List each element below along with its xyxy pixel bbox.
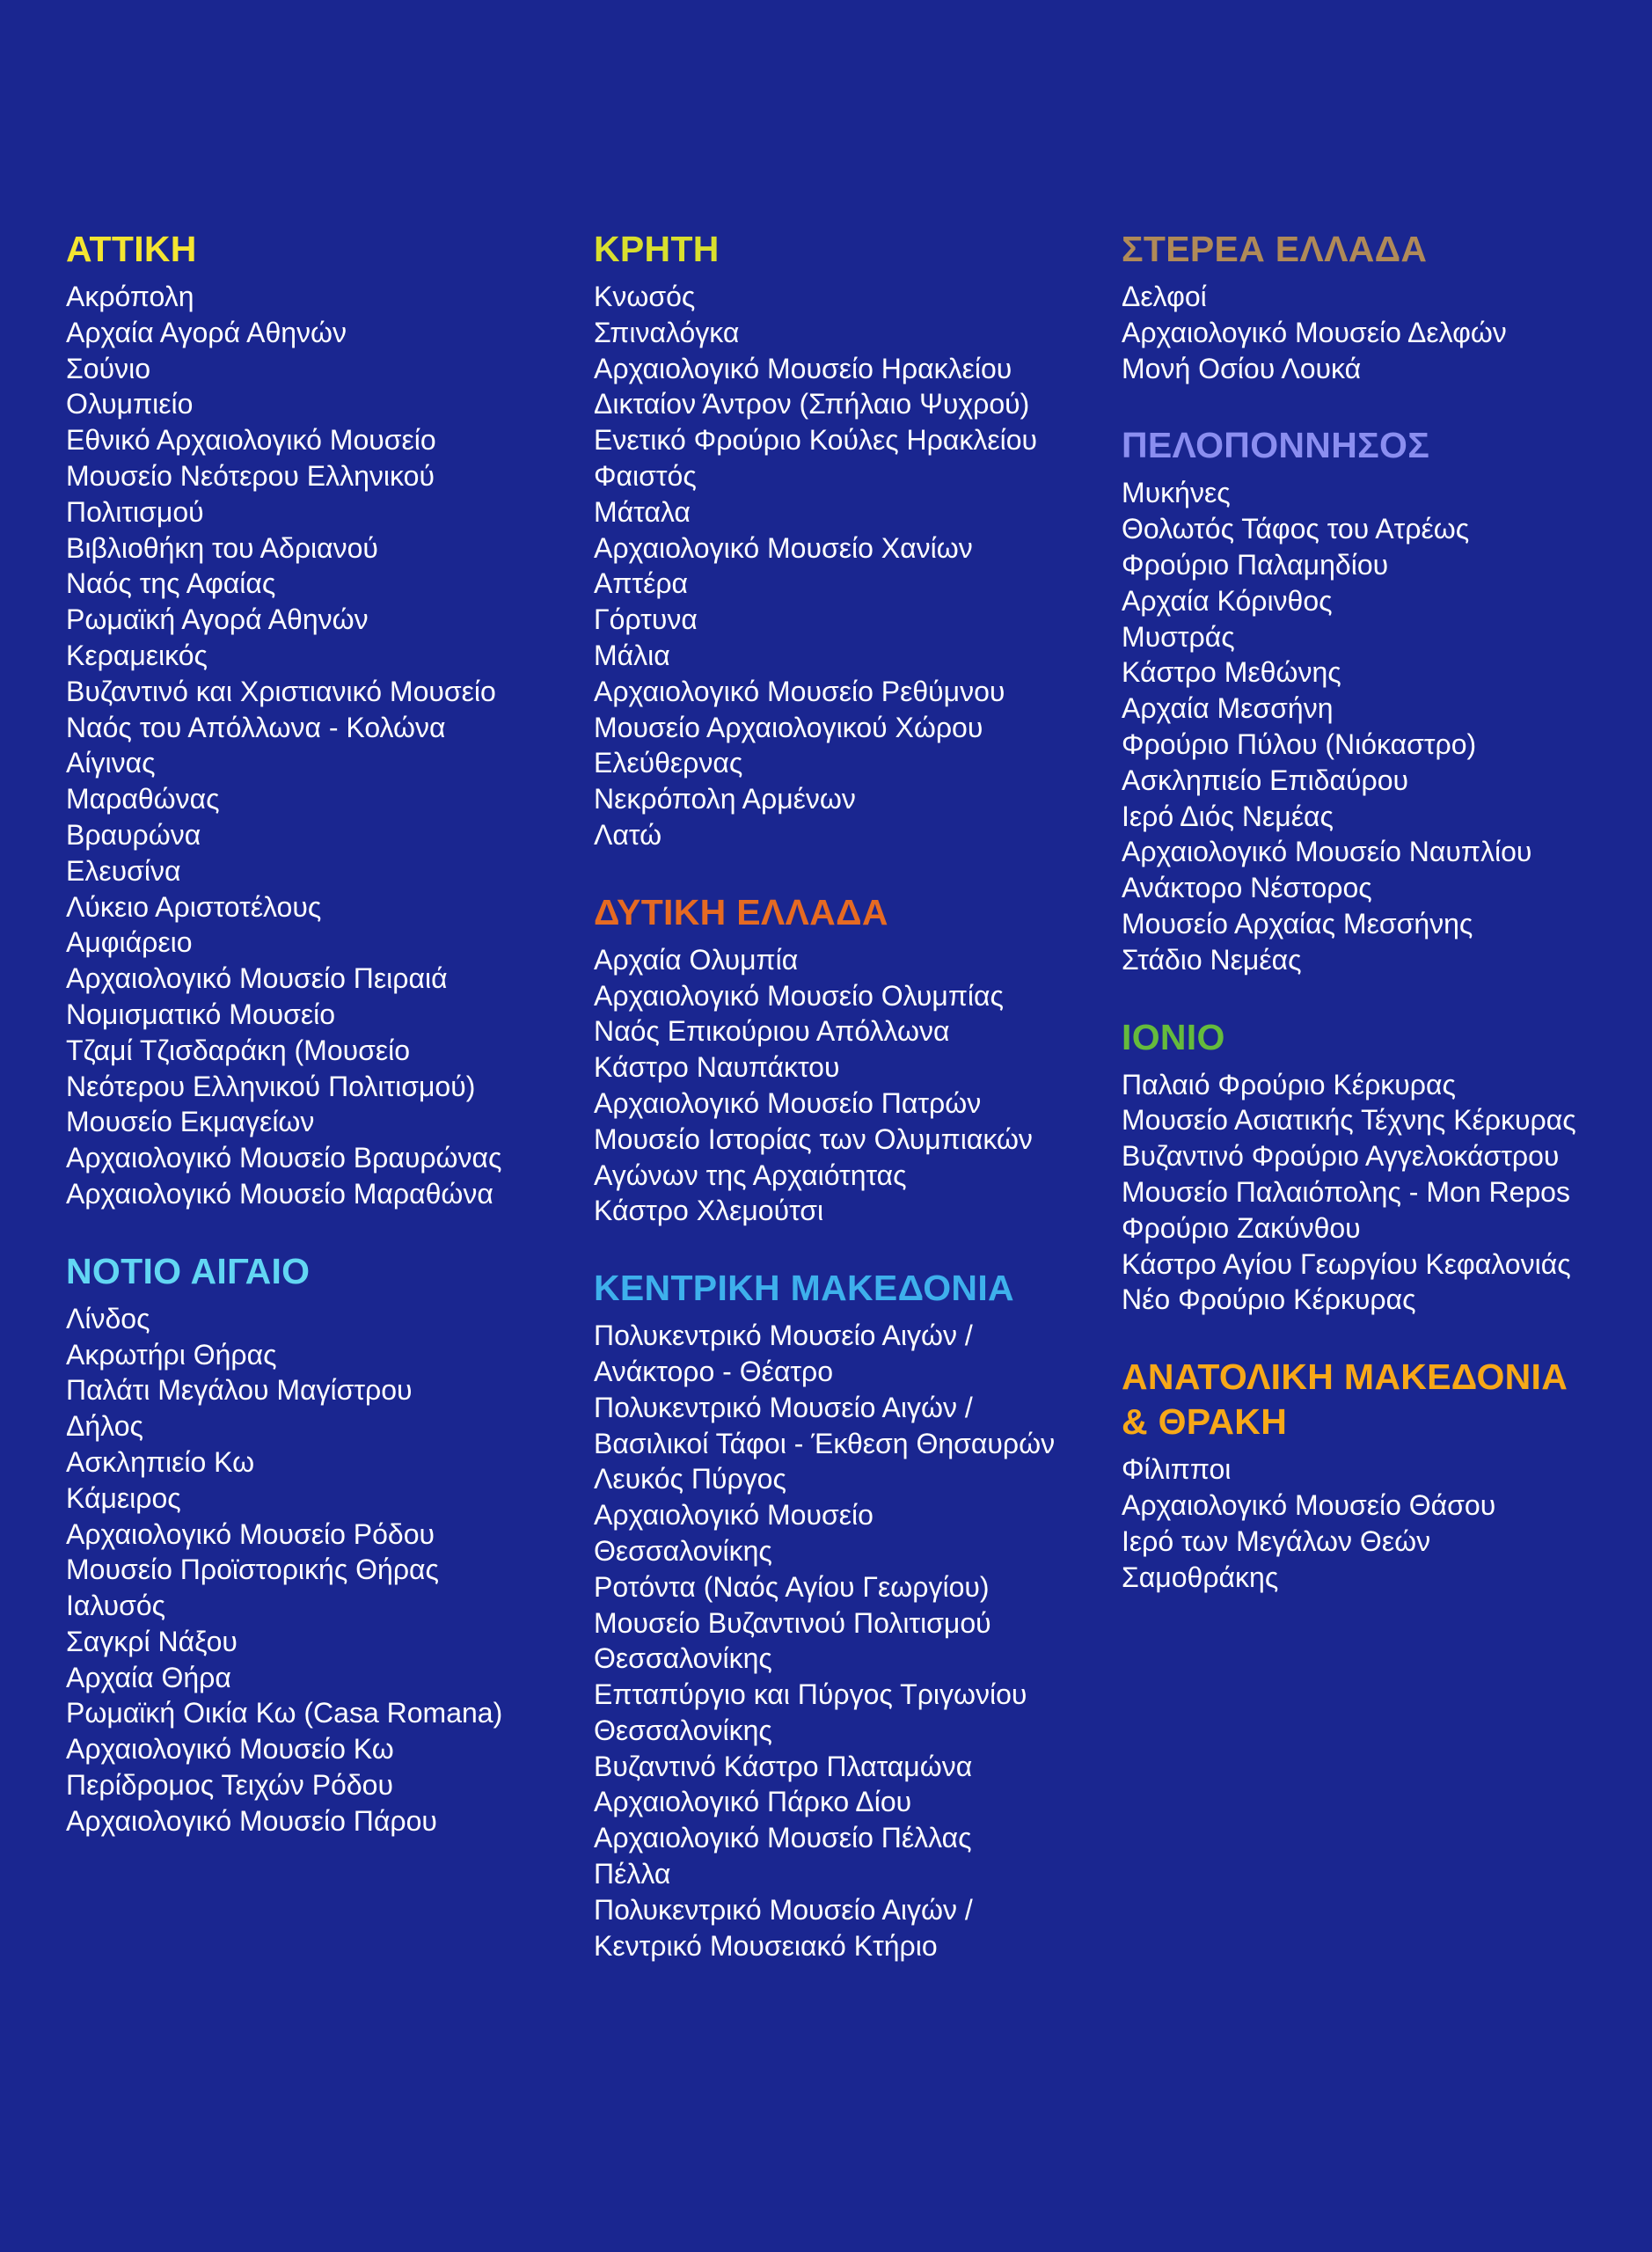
site-list xyxy=(1122,1451,1632,1595)
list-item: Βυζαντινό Κάστρο Πλαταμώνα xyxy=(594,1750,973,1782)
list-item: Ναός του Απόλλωνα - Κολώνα xyxy=(66,711,446,743)
list-item: Πέλλα xyxy=(594,1858,671,1890)
region-title xyxy=(1122,227,1632,272)
list-item: Εθνικό Αρχαιολογικό Μουσείο xyxy=(66,424,436,457)
column-1 xyxy=(66,227,559,1876)
list-item: Βασιλικοί Τάφοι - Έκθεση Θησαυρών xyxy=(594,1427,1056,1459)
region-title xyxy=(594,227,1104,272)
region-section-ionio xyxy=(1122,1015,1632,1319)
list-item: Σπιναλόγκα xyxy=(594,316,740,348)
list-item: Τζαμί Τζισδαράκη (Μουσείο xyxy=(66,1034,411,1066)
list-item: Μάλια xyxy=(594,639,670,671)
list-item: Λατώ xyxy=(594,818,662,851)
list-item: Αρχαιολογικό Μουσείο Ηρακλείου xyxy=(594,352,1012,384)
list-item: Αρχαιολογικό Μουσείο Βραυρώνας xyxy=(66,1142,502,1174)
list-item: Κάστρο Μεθώνης xyxy=(1122,656,1341,689)
list-item: Ακρωτήρι Θήρας xyxy=(66,1338,277,1371)
list-item: Φρούριο Ζακύνθου xyxy=(1122,1211,1361,1244)
region-title xyxy=(66,1249,559,1294)
list-item: Μάταλα xyxy=(594,495,691,528)
list-item: Βραυρώνα xyxy=(66,818,201,851)
list-item: Ασκληπιείο Κω xyxy=(66,1445,255,1478)
list-item: Μουσείο Αρχαιολογικού Χώρου xyxy=(594,711,983,743)
list-item: Πολυκεντρικό Μουσείο Αιγών / xyxy=(594,1893,973,1926)
list-item: Κάστρο Χλεμούτσι xyxy=(594,1195,824,1227)
list-item: Αρχαιολογικό Πάρκο Δίου xyxy=(594,1786,912,1818)
list-item: Απτέρα xyxy=(594,567,689,600)
list-item: Αρχαιολογικό Μουσείο Ρόδου xyxy=(66,1517,435,1550)
list-item: Αρχαιολογικό Μουσείο Ρεθύμνου xyxy=(594,675,1005,707)
list-item: Πολυκεντρικό Μουσείο Αιγών / xyxy=(594,1391,973,1423)
list-item: Νέο Φρούριο Κέρκυρας xyxy=(1122,1283,1416,1316)
site-list xyxy=(594,1318,1104,1963)
list-item: Βιβλιοθήκη του Αδριανού xyxy=(66,531,378,564)
region-title xyxy=(594,890,1104,935)
list-item: Μουσείο Ιστορίας των Ολυμπιακών xyxy=(594,1122,1033,1155)
region-section-kriti xyxy=(594,227,1104,853)
list-item: Δικταίον Άντρον (Σπήλαιο Ψυχρού) xyxy=(594,388,1030,420)
region-title-line: ΠΕΛΟΠΟΝΝΗΣΟΣ xyxy=(1122,425,1430,466)
list-item: Ιαλυσός xyxy=(66,1590,166,1622)
list-item: Αρχαία Αγορά Αθηνών xyxy=(66,316,347,348)
list-item: Αρχαία Μεσσήνη xyxy=(1122,692,1334,725)
list-item: Αρχαιολογικό Μουσείο Πατρών xyxy=(594,1086,982,1119)
site-list xyxy=(594,942,1104,1229)
list-item: Θεσσαλονίκης xyxy=(594,1714,772,1746)
list-item: Μυκήνες xyxy=(1122,477,1231,509)
list-item: Ρωμαϊκή Αγορά Αθηνών xyxy=(66,603,369,636)
list-item: Αρχαιολογικό Μουσείο Πάρου xyxy=(66,1804,437,1837)
region-title-line: ΑΤΤΙΚΗ xyxy=(66,229,197,269)
list-item: Σούνιο xyxy=(66,352,150,384)
list-item: Φρούριο Πύλου (Νιόκαστρο) xyxy=(1122,728,1477,760)
list-item: Νεκρόπολη Αρμένων xyxy=(594,783,856,815)
region-title-line: ΚΡΗΤΗ xyxy=(594,229,720,269)
region-title-line: ΚΕΝΤΡΙΚΗ ΜΑΚΕΔΟΝΙΑ xyxy=(594,1268,1014,1309)
list-item: Αρχαιολογικό Μουσείο Πέλλας xyxy=(594,1822,972,1854)
list-item: Επταπύργιο και Πύργος Τριγωνίου xyxy=(594,1678,1027,1711)
list-item: Πολιτισμού xyxy=(66,495,204,528)
list-item: Μουσείο Βυζαντινού Πολιτισμού xyxy=(594,1606,991,1639)
list-item: Λύκειο Αριστοτέλους xyxy=(66,890,322,923)
list-item: Ανάκτορο - Θέατρο xyxy=(594,1355,833,1387)
list-item: Μουσείο Παλαιόπολης - Mon Repos xyxy=(1122,1175,1570,1208)
list-item: Αίγινας xyxy=(66,747,156,779)
list-item: Αρχαιολογικό Μουσείο Μαραθώνα xyxy=(66,1177,493,1210)
list-item: Μουσείο Προϊστορικής Θήρας xyxy=(66,1554,439,1586)
list-item: Φίλιπποι xyxy=(1122,1453,1232,1486)
list-item: Παλάτι Μεγάλου Μαγίστρου xyxy=(66,1374,413,1407)
list-item: Φαιστός xyxy=(594,459,697,492)
list-item: Ακρόπολη xyxy=(66,281,194,312)
region-section-kentriki-makedonia xyxy=(594,1266,1104,1963)
list-item: Σαμοθράκης xyxy=(1122,1561,1279,1593)
list-item: Κνωσός xyxy=(594,281,696,312)
list-item: Αρχαιολογικό Μουσείο Κω xyxy=(66,1733,394,1766)
list-item: Μονή Οσίου Λουκά xyxy=(1122,352,1362,384)
list-item: Μουσείο Εκμαγείων xyxy=(66,1106,315,1138)
list-item: Αρχαιολογικό Μουσείο Θάσου xyxy=(1122,1488,1496,1521)
list-item: Θολωτός Τάφος του Ατρέως xyxy=(1122,513,1470,545)
list-item: Δήλος xyxy=(66,1410,143,1443)
region-title-line: ΝΟΤΙΟ ΑΙΓΑΙΟ xyxy=(66,1250,311,1291)
list-item: Αρχαιολογικό Μουσείο Χανίων xyxy=(594,531,973,564)
site-list xyxy=(1122,475,1632,977)
list-item: Σαγκρί Νάξου xyxy=(66,1625,238,1657)
region-title xyxy=(1122,423,1632,468)
list-item: Ενετικό Φρούριο Κούλες Ηρακλείου xyxy=(594,424,1037,457)
list-item: Αγώνων της Αρχαιότητας xyxy=(594,1159,907,1191)
site-list xyxy=(66,279,559,1212)
region-title-line: & ΘΡΑΚΗ xyxy=(1122,1401,1288,1443)
list-item: Αρχαιολογικό Μουσείο xyxy=(594,1499,874,1532)
list-item: Αρχαιολογικό Μουσείο Ναυπλίου xyxy=(1122,836,1532,868)
list-item: Ολυμπιείο xyxy=(66,388,194,420)
list-item: Μαραθώνας xyxy=(66,783,220,815)
list-item: Ναός Επικούριου Απόλλωνα xyxy=(594,1015,950,1048)
list-item: Ελευσίνα xyxy=(66,854,181,887)
list-item: Αρχαία Θήρα xyxy=(66,1661,231,1693)
list-item: Δελφοί xyxy=(1122,281,1207,312)
region-title xyxy=(1122,1355,1632,1444)
list-item: Αρχαιολογικό Μουσείο Δελφών xyxy=(1122,316,1507,348)
list-item: Βυζαντινό και Χριστιανικό Μουσείο xyxy=(66,675,496,707)
region-title-line: ΔΥΤΙΚΗ ΕΛΛΑΔΑ xyxy=(594,891,888,932)
list-item: Κεντρικό Μουσειακό Κτήριο xyxy=(594,1929,938,1962)
list-item: Κάμειρος xyxy=(66,1481,181,1514)
list-item: Ρωμαϊκή Οικία Κω (Casa Romana) xyxy=(66,1697,503,1729)
list-item: Αρχαιολογικό Μουσείο Ολυμπίας xyxy=(594,979,1004,1012)
list-item: Αμφιάρειο xyxy=(66,926,193,959)
list-item: Θεσσαλονίκης xyxy=(594,1642,772,1675)
list-item: Ανάκτορο Νέστορος xyxy=(1122,872,1372,904)
list-item: Ασκληπιείο Επιδαύρου xyxy=(1122,764,1408,796)
list-item: Αρχαία Κόρινθος xyxy=(1122,584,1333,617)
region-section-attiki xyxy=(66,227,559,1212)
list-item: Ναός της Αφαίας xyxy=(66,567,276,600)
list-item: Στάδιο Νεμέας xyxy=(1122,943,1302,976)
list-item: Λίνδος xyxy=(66,1302,150,1334)
column-3 xyxy=(1122,227,1632,1632)
list-item: Περίδρομος Τειχών Ρόδου xyxy=(66,1769,393,1802)
site-list xyxy=(66,1301,559,1839)
list-item: Κάστρο Ναυπάκτου xyxy=(594,1051,840,1084)
list-item: Μουσείο Αρχαίας Μεσσήνης xyxy=(1122,907,1473,940)
list-item: Νομισματικό Μουσείο xyxy=(66,998,336,1030)
region-section-dytiki xyxy=(594,890,1104,1229)
list-item: Πολυκεντρικό Μουσείο Αιγών / xyxy=(594,1320,973,1352)
list-item: Φρούριο Παλαμηδίου xyxy=(1122,548,1389,581)
list-item: Μυστράς xyxy=(1122,620,1235,653)
list-item: Αρχαιολογικό Μουσείο Πειραιά xyxy=(66,962,448,995)
list-item: Ιερό των Μεγάλων Θεών xyxy=(1122,1524,1431,1557)
site-list xyxy=(1122,279,1632,386)
list-item: Κεραμεικός xyxy=(66,639,208,671)
region-title-line: ΙΟΝΙΟ xyxy=(1122,1016,1225,1057)
list-item: Αρχαία Ολυμπία xyxy=(594,943,799,976)
site-list xyxy=(594,279,1104,853)
region-section-notio-aigaio xyxy=(66,1249,559,1839)
list-item: Κάστρο Αγίου Γεωργίου Κεφαλονιάς xyxy=(1122,1247,1571,1280)
region-title xyxy=(66,227,559,272)
list-item: Μουσείο Νεότερου Ελληνικού xyxy=(66,459,435,492)
region-title xyxy=(1122,1015,1632,1060)
list-item: Λευκός Πύργος xyxy=(594,1463,786,1495)
region-section-peloponnisos xyxy=(1122,423,1632,977)
region-section-sterea xyxy=(1122,227,1632,386)
list-item: Βυζαντινό Φρούριο Αγγελοκάστρου xyxy=(1122,1140,1560,1173)
list-item: Νεότερου Ελληνικού Πολιτισμού) xyxy=(66,1070,476,1102)
region-title-line: ΣΤΕΡΕΑ ΕΛΛΑΔΑ xyxy=(1122,229,1428,269)
region-title xyxy=(594,1266,1104,1311)
list-item: Ροτόντα (Ναός Αγίου Γεωργίου) xyxy=(594,1570,990,1603)
site-list xyxy=(1122,1067,1632,1319)
list-item: Μουσείο Ασιατικής Τέχνης Κέρκυρας xyxy=(1122,1104,1576,1137)
column-2 xyxy=(594,227,1104,2000)
region-title-line: ΑΝΑΤΟΛΙΚΗ ΜΑΚΕΔΟΝΙΑ xyxy=(1122,1356,1568,1398)
list-item: Ιερό Διός Νεμέας xyxy=(1122,800,1334,832)
list-item: Γόρτυνα xyxy=(594,603,698,636)
list-item: Θεσσαλονίκης xyxy=(594,1534,772,1567)
region-section-anatoliki xyxy=(1122,1355,1632,1595)
list-item: Παλαιό Φρούριο Κέρκυρας xyxy=(1122,1068,1456,1100)
list-item: Ελεύθερνας xyxy=(594,747,743,779)
